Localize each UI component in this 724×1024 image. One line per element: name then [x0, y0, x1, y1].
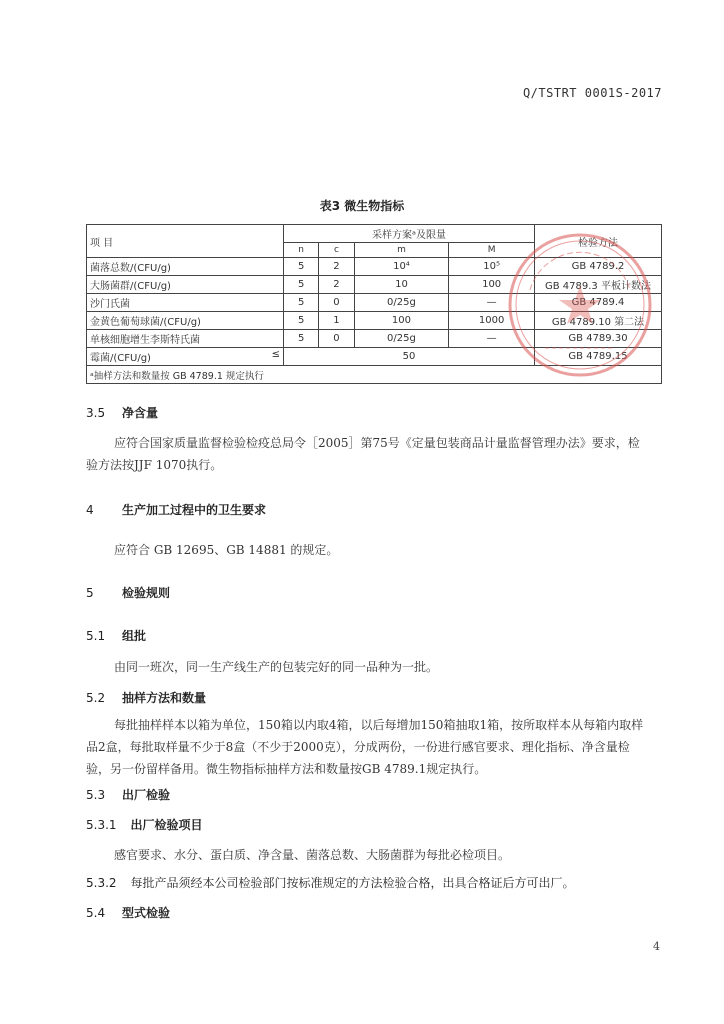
header-sampling-plan: 采样方案ᵃ及限量	[284, 225, 535, 243]
section-5-2-body	[86, 714, 666, 780]
cell-m: 0/25g	[354, 330, 449, 348]
section-number: 5.1	[86, 629, 106, 643]
section-number: 5.3.1	[86, 818, 117, 832]
section-5-3-1-heading	[86, 816, 203, 833]
cell-M: —	[449, 330, 535, 348]
section-title: 生产加工过程中的卫生要求	[122, 503, 267, 517]
cell-item: 大肠菌群/(CFU/g)	[87, 276, 284, 294]
company-seal-stamp	[505, 230, 655, 380]
section-5-1-heading	[86, 627, 146, 644]
table-footnote: ᵃ抽样方法和数量按 GB 4789.1 规定执行	[87, 366, 662, 384]
cell-m: 100	[354, 312, 449, 330]
cell-n: 5	[284, 276, 319, 294]
cell-c: 2	[319, 276, 354, 294]
cell-m: 10⁴	[354, 258, 449, 276]
section-number: 4	[86, 503, 94, 517]
section-number: 5.3	[86, 788, 106, 802]
cell-method: GB 4789.30	[535, 330, 662, 348]
cell-method: GB 4789.10 第二法	[535, 312, 662, 330]
paragraph-line: 应符合国家质量监督检验检疫总局令［2005］第75号《定量包装商品计量监督管理办法》要求，检	[114, 436, 640, 450]
section-4-body: 应符合 GB 12695、GB 14881 的规定。	[114, 543, 339, 557]
cell-method: GB 4789.15	[535, 348, 662, 366]
section-body: 每批产品须经本公司检验部门按标准规定的方法检验合格，出具合格证后方可出厂。	[130, 876, 575, 890]
subheader-n: n	[284, 243, 319, 258]
cell-item: 金黄色葡萄球菌/(CFU/g)	[87, 312, 284, 330]
section-title: 抽样方法和数量	[122, 691, 207, 705]
cell-M: 1000	[449, 312, 535, 330]
cell-c: 0	[319, 294, 354, 312]
subheader-m: m	[354, 243, 449, 258]
section-5-3-1-body: 感官要求、水分、蛋白质、净含量、菌落总数、大肠菌群为每批必检项目。	[114, 848, 511, 862]
page-number: 4	[653, 940, 660, 953]
section-4-heading	[86, 501, 266, 518]
section-title: 出厂检验	[122, 788, 171, 802]
header-method: 检验方法	[535, 225, 662, 258]
cell-M: —	[449, 294, 535, 312]
standard-code: Q/TSTRT 0001S-2017	[522, 86, 662, 100]
cell-n: 5	[284, 258, 319, 276]
cell-method: GB 4789.2	[535, 258, 662, 276]
section-5-1-body: 由同一班次，同一生产线生产的包装完好的同一品种为一批。	[114, 660, 439, 674]
cell-m: 0/25g	[354, 294, 449, 312]
cell-M: 100	[449, 276, 535, 294]
cell-item: 沙门氏菌	[87, 294, 284, 312]
subheader-M: M	[449, 243, 535, 258]
section-title: 检验规则	[122, 586, 171, 600]
cell-n: 5	[284, 330, 319, 348]
cell-c: 1	[319, 312, 354, 330]
cell-method: GB 4789.3 平板计数法	[535, 276, 662, 294]
cell-n: 5	[284, 294, 319, 312]
section-5-heading	[86, 584, 170, 601]
section-title: 出厂检验项目	[130, 818, 203, 832]
table-caption: 表3 微生物指标	[319, 199, 405, 213]
cell-item: 菌落总数/(CFU/g)	[87, 258, 284, 276]
cell-c: 0	[319, 330, 354, 348]
mold-leq-symbol: ≤	[271, 349, 280, 360]
cell-item: 单核细胞增生李斯特氏菌	[87, 330, 284, 348]
section-3-5-heading	[86, 404, 158, 421]
section-5-4-heading	[86, 904, 170, 921]
section-number: 5.2	[86, 691, 106, 705]
paragraph-line: 验，另一份留样备用。微生物指标抽样方法和数量按GB 4789.1规定执行。	[86, 762, 487, 776]
subheader-c: c	[319, 243, 354, 258]
section-number: 5.4	[86, 906, 106, 920]
cell-M: 10⁵	[449, 258, 535, 276]
cell-c: 2	[319, 258, 354, 276]
paragraph-line: 品2盒，每批取样量不少于8盒（不少于2000克），分成两份，一份进行感官要求、理化指标、净含量检	[86, 740, 630, 754]
cell-mold-limit: 50	[284, 348, 535, 366]
paragraph-line: 验方法按JJF 1070执行。	[86, 458, 223, 472]
section-5-2-heading	[86, 689, 206, 706]
paragraph-line: 每批抽样样本以箱为单位，150箱以内取4箱，以后每增加150箱抽取1箱，按所取样本从每箱内取样	[114, 718, 644, 732]
cell-item	[87, 348, 284, 366]
section-number: 5.3.2	[86, 876, 117, 890]
cell-method: GB 4789.4	[535, 294, 662, 312]
header-item: 项 目	[87, 225, 284, 258]
section-3-5-body	[86, 432, 666, 476]
section-number: 5	[86, 586, 94, 600]
cell-n: 5	[284, 312, 319, 330]
section-number: 3.5	[86, 406, 106, 420]
section-5-3-2	[86, 874, 666, 891]
cell-m: 10	[354, 276, 449, 294]
section-5-3-heading	[86, 786, 170, 803]
section-title: 净含量	[122, 406, 159, 420]
mold-item-label: 霉菌/(CFU/g)	[90, 353, 151, 364]
section-title: 组批	[122, 629, 147, 643]
section-title: 型式检验	[122, 906, 171, 920]
